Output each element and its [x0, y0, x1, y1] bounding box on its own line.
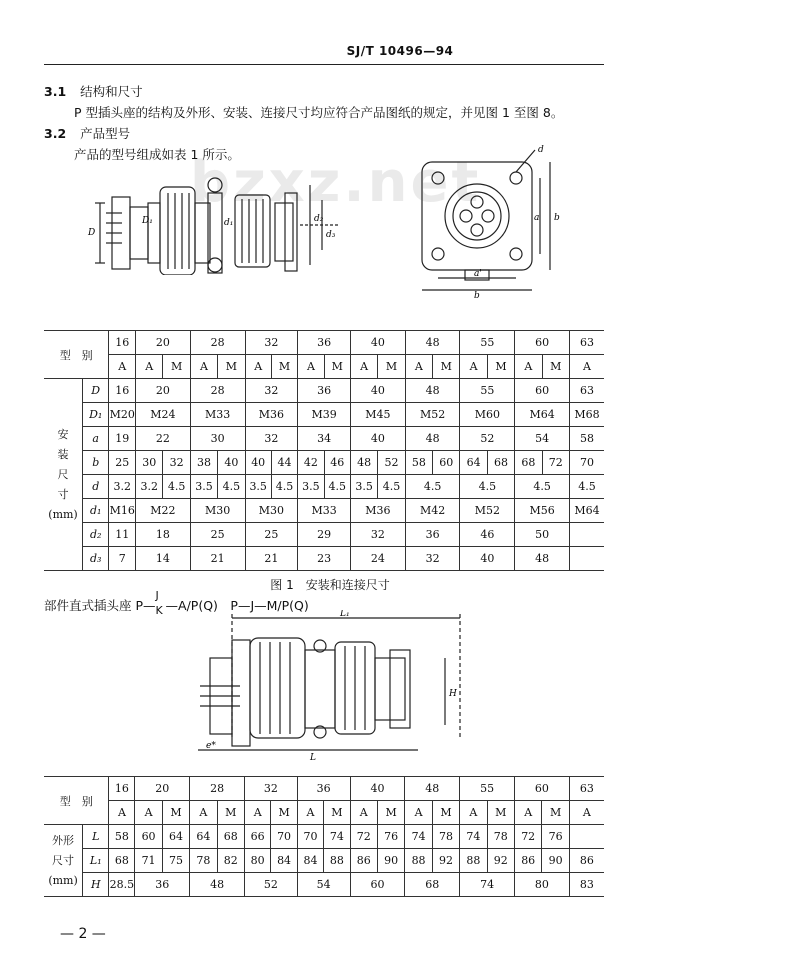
- table-cell: 4.5: [218, 475, 245, 499]
- watermark: bzxz.net: [190, 150, 482, 215]
- table-cell: 64: [190, 825, 217, 849]
- dim-label-e: e*: [206, 741, 216, 751]
- table-row: [44, 873, 604, 897]
- table-cell: 48: [405, 427, 460, 451]
- table-cell: [569, 547, 604, 571]
- part-designation-line: 部件直式插头座 P— J K —A/P(Q) P—J—M/P(Q): [44, 589, 309, 617]
- table-cell: 70: [297, 825, 323, 849]
- size-cell: 20: [135, 777, 190, 801]
- size-cell: 63: [569, 777, 604, 801]
- variant-cell: M: [271, 801, 297, 825]
- dim-label-D: D: [88, 228, 96, 238]
- size-cell: 60: [514, 777, 569, 801]
- table-cell: 36: [298, 379, 351, 403]
- table-cell: 28: [190, 379, 245, 403]
- table-cell: 40: [460, 547, 515, 571]
- dim-label-H: H: [449, 689, 457, 699]
- table-cell: 32: [163, 451, 190, 475]
- table-cell: 19: [109, 427, 136, 451]
- table-cell: 4.5: [378, 475, 405, 499]
- table-cell: M68: [569, 403, 604, 427]
- variant-cell: A: [514, 801, 541, 825]
- table-cell: 3.5: [190, 475, 217, 499]
- table-cell: M52: [460, 499, 515, 523]
- table-cell: M30: [190, 499, 245, 523]
- variant-cell: M: [271, 355, 297, 379]
- section-3-2-text: 产品的型号组成如表 1 所示。: [74, 147, 240, 162]
- row-label: b: [83, 451, 109, 475]
- variant-cell: A: [515, 355, 542, 379]
- table-cell: 71: [135, 849, 162, 873]
- dim-label-a-prime: a': [474, 269, 482, 279]
- variant-cell: M: [217, 801, 244, 825]
- variant-cell: A: [405, 801, 432, 825]
- size-cell: 40: [350, 331, 405, 355]
- table-row: [44, 355, 604, 379]
- figure-1-caption: 图 1 安装和连接尺寸: [270, 578, 390, 592]
- table-cell: 68: [217, 825, 244, 849]
- table-cell: 90: [542, 849, 569, 873]
- table-cell: 42: [298, 451, 324, 475]
- table-cell: 38: [190, 451, 217, 475]
- table-row: [44, 403, 604, 427]
- dim-label-b: b: [554, 213, 560, 223]
- variant-cell: A: [135, 801, 162, 825]
- variant-cell: M: [324, 355, 350, 379]
- dim-label-d2: d₂: [314, 214, 324, 224]
- table-cell: 52: [378, 451, 405, 475]
- header-rule: [44, 64, 604, 65]
- table-cell: 3.5: [298, 475, 324, 499]
- table-cell: 74: [460, 873, 515, 897]
- table-cell: 20: [136, 379, 191, 403]
- table-cell: 90: [377, 849, 404, 873]
- document-header: SJ/T 10496—94: [346, 44, 454, 58]
- table-cell: 32: [245, 427, 298, 451]
- table-cell: 4.5: [405, 475, 460, 499]
- variant-cell: M: [432, 801, 459, 825]
- table-cell: 46: [324, 451, 350, 475]
- type-header: 型 别: [44, 777, 109, 825]
- table-cell: 64: [460, 451, 487, 475]
- table-cell: 58: [405, 451, 432, 475]
- table-cell: 4.5: [163, 475, 190, 499]
- row-label: d₂: [83, 523, 109, 547]
- connector-side-view: [70, 165, 350, 275]
- variant-cell: M: [487, 355, 514, 379]
- table-cell: M60: [460, 403, 515, 427]
- section-title: 结构和尺寸: [80, 84, 143, 99]
- table-cell: 70: [271, 825, 297, 849]
- table-cell: 80: [244, 849, 270, 873]
- table-cell: 40: [350, 379, 405, 403]
- variant-cell: M: [433, 355, 460, 379]
- table-cell: 66: [244, 825, 270, 849]
- size-cell: 28: [190, 777, 245, 801]
- table-cell: 7: [109, 547, 136, 571]
- table-cell: 24: [350, 547, 405, 571]
- group-label: 安 装 尺 寸 (mm): [44, 379, 83, 571]
- table-cell: 88: [405, 849, 432, 873]
- section-number: 3.2: [44, 126, 67, 141]
- table-cell: 48: [405, 379, 460, 403]
- table-cell: 92: [487, 849, 514, 873]
- table-cell: 70: [569, 451, 604, 475]
- table-row: [44, 547, 604, 571]
- table-row: [44, 427, 604, 451]
- variant-cell: A: [350, 801, 377, 825]
- variant-cell: M: [162, 801, 189, 825]
- table-cell: 3.5: [245, 475, 271, 499]
- table-cell: 48: [190, 873, 245, 897]
- row-label: L: [83, 825, 109, 849]
- table-row: [44, 523, 604, 547]
- table-cell: 84: [297, 849, 323, 873]
- size-cell: 55: [460, 331, 515, 355]
- connector-front-view: [410, 140, 580, 300]
- table-cell: M22: [136, 499, 191, 523]
- table-row: [44, 475, 604, 499]
- table-cell: [569, 825, 604, 849]
- variant-cell: A: [245, 355, 271, 379]
- size-cell: 55: [460, 777, 515, 801]
- variant-cell: M: [377, 801, 404, 825]
- table-cell: 68: [515, 451, 542, 475]
- table-cell: 3.2: [109, 475, 136, 499]
- section-number: 3.1: [44, 84, 67, 99]
- section-title: 产品型号: [80, 126, 131, 141]
- table-cell: 4.5: [460, 475, 515, 499]
- dim-label-L1: L₁: [340, 610, 350, 619]
- table-cell: 68: [109, 849, 135, 873]
- table-cell: 78: [190, 849, 217, 873]
- variant-cell: A: [190, 801, 217, 825]
- table-cell: 3.2: [136, 475, 163, 499]
- table-cell: 40: [218, 451, 245, 475]
- row-label: d: [83, 475, 109, 499]
- table-cell: M42: [405, 499, 460, 523]
- table-cell: 78: [432, 825, 459, 849]
- table-cell: 78: [487, 825, 514, 849]
- table-row: [44, 849, 604, 873]
- variant-cell: A: [190, 355, 217, 379]
- table-cell: 52: [460, 427, 515, 451]
- table-row: [44, 825, 604, 849]
- table-cell: 80: [514, 873, 569, 897]
- variant-cell: A: [244, 801, 270, 825]
- size-cell: 60: [515, 331, 570, 355]
- table-cell: 75: [162, 849, 189, 873]
- table-cell: 74: [460, 825, 487, 849]
- table-cell: 16: [109, 379, 136, 403]
- table-cell: 60: [433, 451, 460, 475]
- table-row: [44, 777, 604, 801]
- variant-cell: M: [378, 355, 405, 379]
- table-cell: 21: [190, 547, 245, 571]
- table-cell: M24: [136, 403, 191, 427]
- row-label: L₁: [83, 849, 109, 873]
- table-cell: 68: [405, 873, 460, 897]
- straight-plug-assembly-drawing: [190, 610, 470, 760]
- installation-dimensions-table: [44, 330, 604, 571]
- table-cell: 23: [298, 547, 351, 571]
- size-cell: 36: [297, 777, 350, 801]
- table-cell: 84: [271, 849, 297, 873]
- size-cell: 32: [245, 331, 298, 355]
- table-cell: 3.5: [350, 475, 377, 499]
- dim-label-d: d: [538, 145, 544, 155]
- variant-cell: M: [542, 801, 569, 825]
- table-cell: 25: [109, 451, 136, 475]
- table-cell: 4.5: [569, 475, 604, 499]
- table-cell: 34: [298, 427, 351, 451]
- dim-label-d1: d₁: [224, 218, 234, 228]
- table-cell: 64: [162, 825, 189, 849]
- table-cell: M64: [569, 499, 604, 523]
- size-cell: 28: [190, 331, 245, 355]
- row-label: a: [83, 427, 109, 451]
- size-cell: 40: [350, 777, 405, 801]
- table-row: [44, 499, 604, 523]
- table-cell: 60: [515, 379, 570, 403]
- section-3-1-text: P 型插头座的结构及外形、安装、连接尺寸均应符合产品图纸的规定，并见图 1 至图 8。: [74, 105, 564, 120]
- table-cell: 14: [136, 547, 191, 571]
- table-cell: M39: [298, 403, 351, 427]
- table-cell: 25: [190, 523, 245, 547]
- variant-cell: M: [542, 355, 569, 379]
- dim-label-a: a: [534, 213, 540, 223]
- size-cell: 32: [244, 777, 297, 801]
- table-cell: 88: [324, 849, 350, 873]
- size-cell: 16: [109, 331, 136, 355]
- size-cell: 48: [405, 777, 460, 801]
- variant-cell: A: [460, 355, 487, 379]
- table-cell: 29: [298, 523, 351, 547]
- table-cell: 60: [350, 873, 405, 897]
- table-cell: 28.5: [109, 873, 135, 897]
- table-cell: 32: [350, 523, 405, 547]
- size-cell: 16: [109, 777, 135, 801]
- variant-cell: A: [109, 801, 135, 825]
- group-label: 外形 尺寸 (mm): [44, 825, 83, 897]
- table-cell: 48: [515, 547, 570, 571]
- variant-cell: M: [487, 801, 514, 825]
- table-cell: 40: [245, 451, 271, 475]
- table-cell: 88: [460, 849, 487, 873]
- size-cell: 20: [136, 331, 191, 355]
- variant-cell: M: [218, 355, 245, 379]
- table-cell: 83: [569, 873, 604, 897]
- row-label: D₁: [83, 403, 109, 427]
- dim-label-d3: d₃: [326, 230, 336, 240]
- table-row: [44, 801, 604, 825]
- table-cell: M33: [298, 499, 351, 523]
- table-cell: 92: [432, 849, 459, 873]
- row-label: d₃: [83, 547, 109, 571]
- table-cell: 11: [109, 523, 136, 547]
- variant-cell: A: [136, 355, 163, 379]
- section-3-2-heading: [44, 124, 130, 142]
- table-cell: 46: [460, 523, 515, 547]
- table-cell: 4.5: [271, 475, 297, 499]
- dim-label-L: L: [310, 753, 316, 760]
- table-row: [44, 331, 604, 355]
- table-cell: M16: [109, 499, 136, 523]
- table-cell: 86: [514, 849, 541, 873]
- table-cell: 22: [136, 427, 191, 451]
- table-cell: 86: [569, 849, 604, 873]
- variant-cell: A: [405, 355, 432, 379]
- row-label: d₁: [83, 499, 109, 523]
- table-cell: 21: [245, 547, 298, 571]
- table-cell: 44: [271, 451, 297, 475]
- table-cell: 76: [542, 825, 569, 849]
- table-cell: 63: [569, 379, 604, 403]
- type-header: 型 别: [44, 331, 109, 379]
- variant-cell: A: [350, 355, 377, 379]
- table-cell: M36: [245, 403, 298, 427]
- table-cell: 4.5: [515, 475, 570, 499]
- variant-cell: A: [460, 801, 487, 825]
- table-cell: 32: [405, 547, 460, 571]
- page-number: — 2 —: [60, 926, 106, 942]
- table-cell: 82: [217, 849, 244, 873]
- table-cell: 58: [569, 427, 604, 451]
- variant-cell: M: [163, 355, 190, 379]
- table-cell: 36: [405, 523, 460, 547]
- variant-cell: A: [298, 355, 324, 379]
- variant-cell: A: [297, 801, 323, 825]
- variant-cell: A: [569, 355, 604, 379]
- table-cell: M56: [515, 499, 570, 523]
- table-cell: 40: [350, 427, 405, 451]
- row-label: H: [83, 873, 109, 897]
- table-cell: 55: [460, 379, 515, 403]
- size-cell: 63: [569, 331, 604, 355]
- table-cell: 76: [377, 825, 404, 849]
- variant-cell: A: [109, 355, 136, 379]
- table-row: [44, 451, 604, 475]
- table-cell: 74: [324, 825, 350, 849]
- table-cell: 68: [487, 451, 514, 475]
- table-cell: 54: [515, 427, 570, 451]
- table-cell: 72: [514, 825, 541, 849]
- outline-dimensions-table: [44, 776, 604, 897]
- row-label: D: [83, 379, 109, 403]
- table-cell: 58: [109, 825, 135, 849]
- size-cell: 48: [405, 331, 460, 355]
- table-cell: M20: [109, 403, 136, 427]
- table-cell: 50: [515, 523, 570, 547]
- table-cell: M36: [350, 499, 405, 523]
- table-cell: 52: [244, 873, 297, 897]
- table-cell: 72: [542, 451, 569, 475]
- table-cell: 18: [136, 523, 191, 547]
- dim-label-D1: D₁: [142, 216, 153, 226]
- table-cell: 4.5: [324, 475, 350, 499]
- table-cell: 48: [350, 451, 377, 475]
- dim-label-b-bottom: b: [474, 291, 480, 300]
- variant-cell: A: [569, 801, 604, 825]
- variant-cell: M: [324, 801, 350, 825]
- table-cell: M33: [190, 403, 245, 427]
- table-cell: M30: [245, 499, 298, 523]
- table-cell: 60: [135, 825, 162, 849]
- table-cell: M52: [405, 403, 460, 427]
- table-cell: 86: [350, 849, 377, 873]
- table-cell: 32: [245, 379, 298, 403]
- table-cell: M64: [515, 403, 570, 427]
- table-cell: [569, 523, 604, 547]
- size-cell: 36: [298, 331, 351, 355]
- table-cell: 25: [245, 523, 298, 547]
- table-row: [44, 379, 604, 403]
- table-cell: 54: [297, 873, 350, 897]
- section-3-1-heading: [44, 82, 143, 100]
- table-cell: 72: [350, 825, 377, 849]
- table-cell: M45: [350, 403, 405, 427]
- table-cell: 30: [190, 427, 245, 451]
- table-cell: 30: [136, 451, 163, 475]
- table-cell: 36: [135, 873, 190, 897]
- table-cell: 74: [405, 825, 432, 849]
